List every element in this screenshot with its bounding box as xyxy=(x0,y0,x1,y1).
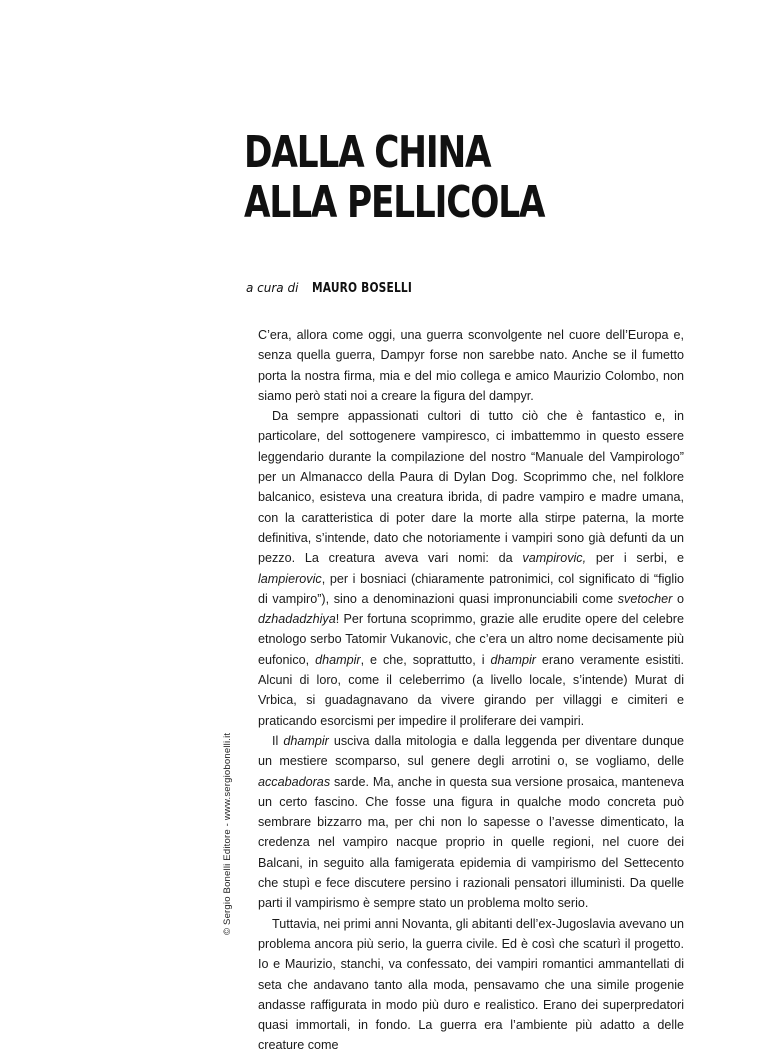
title-line-2: ALLA PELLICOLA xyxy=(244,177,545,228)
text-run: o xyxy=(672,591,684,606)
article-title xyxy=(244,128,572,228)
text-run: erano veramente esistiti. Alcuni di loro, come il celeberrimo (a livello locale, s’intende) Murat di Vrbica, si guadagnavano da vivere girando per villaggi e cimiteri e praticando esorcismi per impedire il proliferare dei vampiri. xyxy=(258,652,685,728)
italic-term: svetocher xyxy=(617,591,673,606)
text-run: sarde. Ma, anche in questa sua versione prosaica, manteneva un certo fascino. Che fosse una figura in qualche modo concreta può sembrare bizzarro ma, per chi non lo sapesse o l’avesse dimenticato, la credenza nel vampiro nacque proprio in quelle regioni, nel cuore dei Balcani, in seguito alla famigerata epidemia di vampirismo del Settecento che stupì e fece discutere persino i razionali pensatori illuministi. Da quelle parti il vampirismo è sempre stato un problema molto serio. xyxy=(258,774,684,911)
text-run: Il xyxy=(272,733,284,748)
author-name: MAURO BOSELLI xyxy=(311,281,412,296)
text-run: C’era, allora come oggi, una guerra sconvolgente nel cuore dell’Europa e, senza quella guerra, Dampyr forse non sarebbe nato. Anche se il fumetto porta la nostra firma, mia e del mio collega e amico Maurizio Colombo, non siamo però stati noi a creare la figura del dampyr. xyxy=(258,328,684,403)
title-line-1: DALLA CHINA xyxy=(244,127,491,178)
italic-term: dhampir xyxy=(283,733,329,748)
text-run: Da sempre appassionati cultori di tutto ciò che è fantastico e, in particolare, del sottogenere vampiresco, ci imbattemmo in questo essere leggendario durante la compilazione del nostro “Manuale del Vampirologo” per un Almanacco della Paura di Dylan Dog. Scoprimmo che, nel folklore balcanico, esisteva una creatura ibrida, di padre vampiro e madre umana, con la caratteristica di poter dare la morte alla stirpe paterna, la morte definitiva, s’intende, dato che notoriamente i vampiri sono già defunti da un pezzo. La creatura aveva vari nomi: da xyxy=(258,409,684,566)
copyright-credit: © Sergio Bonelli Editore - www.sergiobonelli.it xyxy=(222,732,233,935)
paragraph xyxy=(258,406,684,731)
article-body xyxy=(258,325,684,1056)
text-run: , per i bosniaci (chiaramente patronimici, col significato di “figlio di vampiro”), sino a denominazioni quasi impronunciabili come xyxy=(258,571,684,606)
text-run: ! Per fortuna scoprimmo, grazie alle erudite opere del celebre etnologo serbo Tatomir Vukanovic, che c’era un altro nome decisamente più eufonico, xyxy=(258,612,684,667)
text-run: per i serbi, e xyxy=(586,551,684,566)
paragraph xyxy=(258,731,684,914)
text-run: usciva dalla mitologia e dalla leggenda per diventare dunque un mestiere scomparso, sul genere degli arrotini o, se vogliamo, delle xyxy=(258,733,685,769)
italic-term: vampirovic, xyxy=(522,551,587,566)
italic-term: dhampir xyxy=(490,652,536,667)
paragraph xyxy=(258,325,684,406)
italic-term: dzhadadzhiya xyxy=(258,612,336,627)
italic-term: dhampir xyxy=(315,652,361,667)
italic-term: lampierovic xyxy=(258,571,322,586)
text-run: Tuttavia, nei primi anni Novanta, gli abitanti dell’ex-Jugoslavia avevano un problema ancora più serio, la guerra civile. Ed è così che scaturì il progetto. Io e Maurizio, stanchi, va confessato, dei vampiri romantici ammantellati di seta che andavano tanto alla moda, pensavamo che una simile progenie andasse raffigurata in modo più duro e realistico. Erano dei superpredatori quasi immortali, in fondo. La guerra era l’ambiente più adatto a delle creature come xyxy=(258,916,684,1053)
text-run: , e che, soprattutto, i xyxy=(360,652,491,667)
byline xyxy=(246,277,433,296)
byline-prefix: a cura di xyxy=(246,281,299,295)
italic-term: accabadoras xyxy=(258,774,331,789)
paragraph xyxy=(258,914,684,1056)
